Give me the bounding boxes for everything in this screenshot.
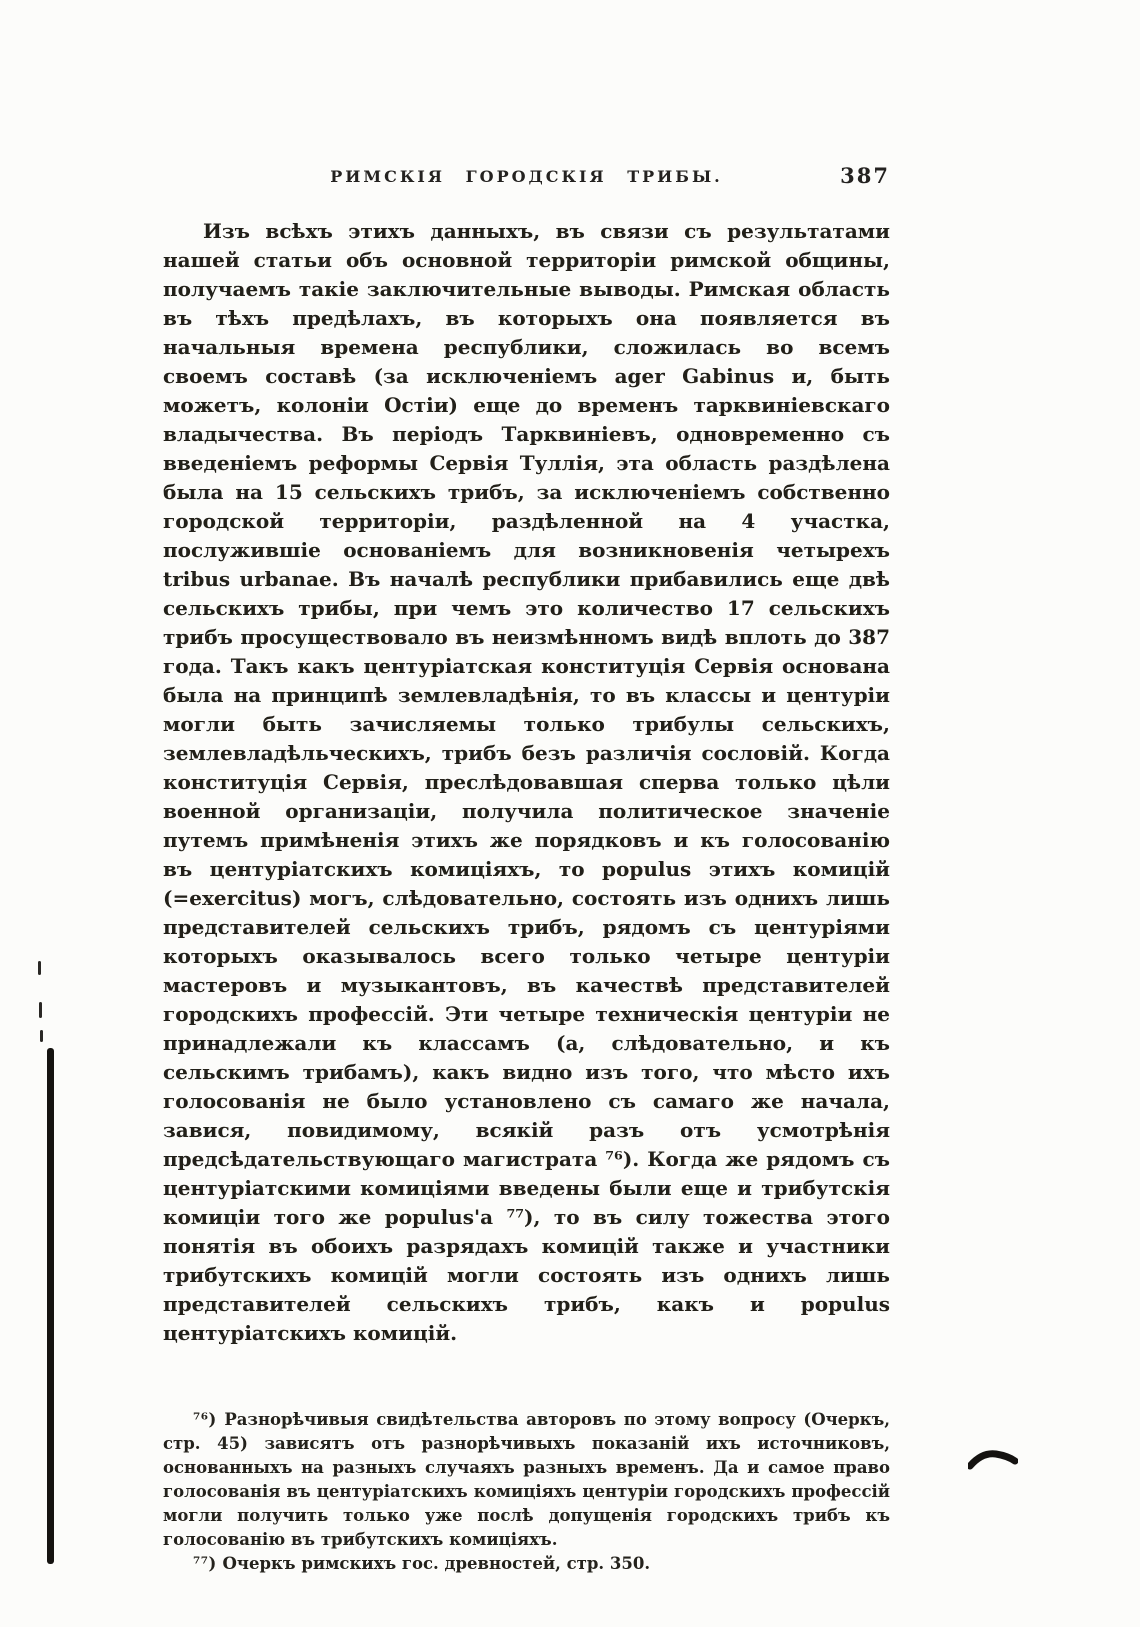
ink-blot-shape [968,1448,1018,1474]
footnote-77 [163,1552,890,1576]
body-paragraph: Изъ всѣхъ этихъ данныхъ, въ связи съ результатами нашей статьи объ основной территоріи римской общины, получаемъ такіе заключительные выводы. Римская область въ тѣхъ предѣлахъ, въ которыхъ она появляется въ начальныя времена республики, сложилась во всемъ своемъ составѣ (за исключеніемъ ager Gabinus и, быть можетъ, колоніи Остіи) еще до временъ тарквиніевскаго владычества. Въ періодъ Тарквиніевъ, одновременно съ введеніемъ реформы Сервія Туллія, эта область раздѣлена была на 15 сельскихъ трибъ, за исключеніемъ собственно городской территоріи, раздѣленной на 4 участка, послужившіе основаніемъ для возникновенія четырехъ tribus urbanae. Въ началѣ республики прибавились еще двѣ сельскихъ трибы, при чемъ это количество 17 сельскихъ трибъ просуществовало въ неизмѣнномъ видѣ вплоть до 387 года. Такъ какъ центуріатская конституція Сервія основана была на принципѣ землевладѣнія, то въ классы и центуріи могли быть зачисляемы только трибулы сельскихъ, землевладѣльческихъ, трибъ безъ различія сословій. Когда конституція Сервія, преслѣдовавшая сперва только цѣли военной организаціи, получила политическое значеніе путемъ примѣненія этихъ же порядковъ и къ голосованію въ центуріатскихъ комиціяхъ, то populus этихъ комицій (=exercitus) могъ, слѣдовательно, состоять изъ однихъ лишь представителей сельскихъ трибъ, рядомъ съ центуріями которыхъ оказывалось всего только четыре центуріи мастеровъ и музыкантовъ, въ качествѣ представителей городскихъ профессій. Эти четыре техническія центуріи не принадлежали къ классамъ (а, слѣдовательно, и къ сельскимъ трибамъ), какъ видно изъ того, что мѣсто ихъ голосованія не было установлено съ самаго же начала, завися, повидимому, всякій разъ отъ усмотрѣнія предсѣдательствующаго магистрата ⁷⁶). Когда же рядомъ съ центуріатскими комиціями введены были еще и трибутскія комиціи того же populus'а ⁷⁷), то въ силу тожества этого понятія въ обоихъ разрядахъ комицій также и участники трибутскихъ комицій могли состоять изъ однихъ лишь представителей сельскихъ трибъ, какъ и populus центуріатскихъ комицій. [163,219,890,1345]
scan-artifact-tick [39,1002,42,1018]
text-block [163,163,890,1576]
scan-artifact-tick [38,961,41,975]
scan-artifact-tick [40,1030,43,1042]
page-header [163,163,890,195]
footnote-76-text: Разнорѣчивыя свидѣтельства авторовъ по этому вопросу (Очеркъ, стр. 45) зависятъ отъ разнорѣчивыхъ показаній ихъ источниковъ, основанныхъ на разныхъ случаяхъ разныхъ временъ. Да и самое право голосованія въ центуріатскихъ комиціяхъ центуріи городскихъ профессій могли получить только уже послѣ допущенія городскихъ трибъ къ голосованію въ трибутскихъ комиціяхъ. [163,1410,890,1549]
scan-artifact-left-line [47,1048,54,1564]
footnote-76 [163,1408,890,1552]
footnote-77-marker: ⁷⁷) [193,1554,217,1573]
footnote-76-marker: ⁷⁶) [193,1410,217,1429]
footnote-77-text: Очеркъ римскихъ гос. древностей, стр. 350. [222,1554,651,1573]
page-number: 387 [840,163,890,188]
running-title: РИМСКІЯ ГОРОДСКІЯ ТРИБЫ. [330,167,723,186]
footnotes-section [163,1408,890,1576]
ink-blot-mark [968,1448,1018,1474]
